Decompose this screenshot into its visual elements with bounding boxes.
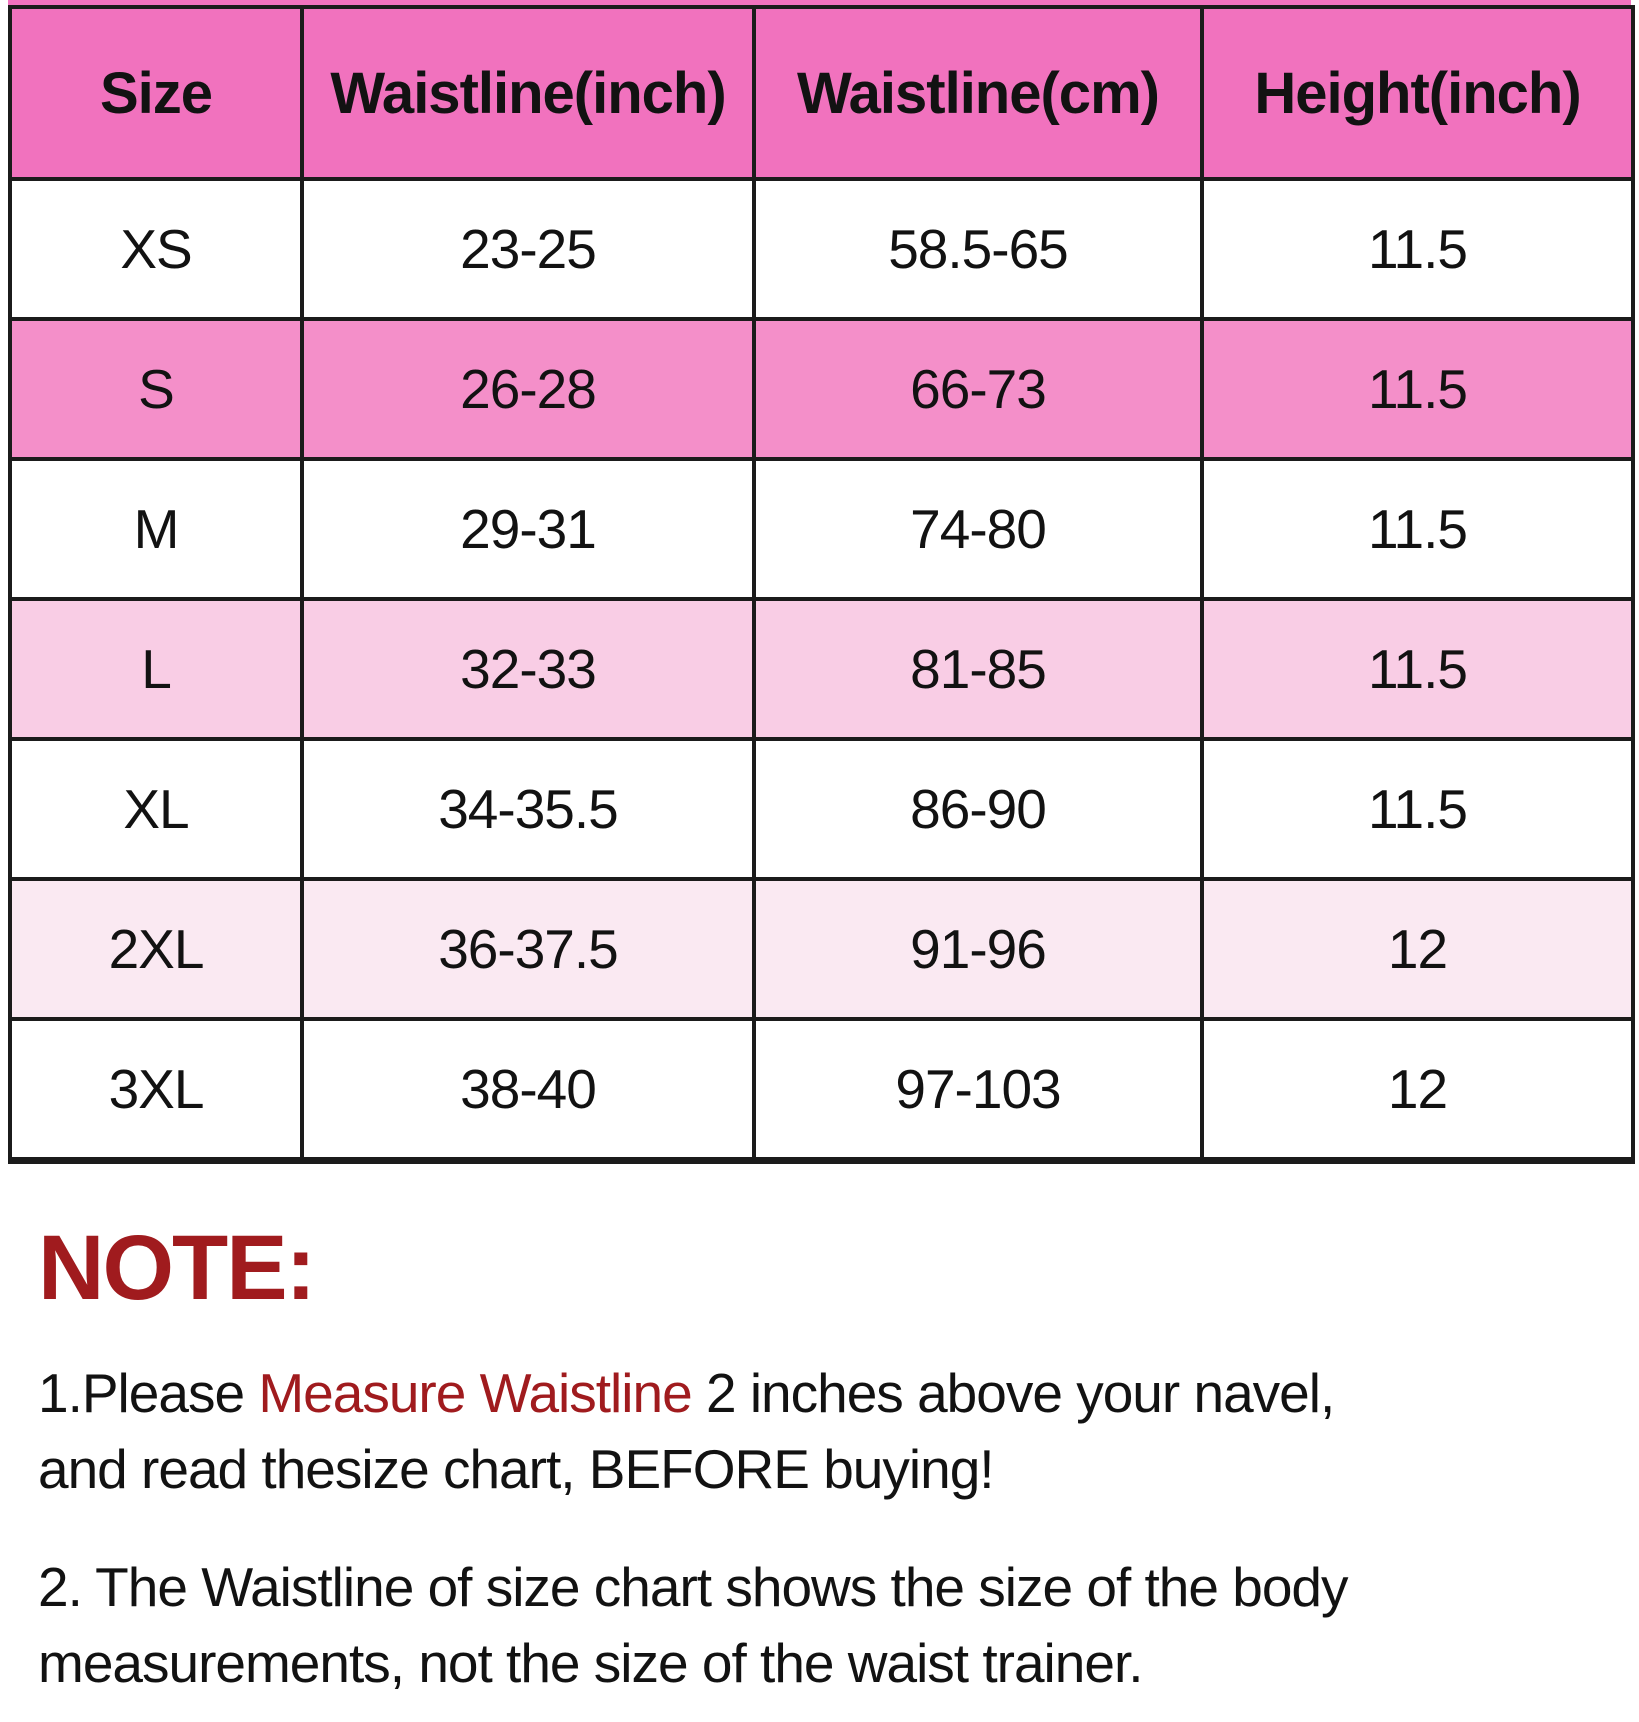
cell-size: L (10, 599, 302, 739)
note-item-1 (38, 1356, 1639, 1508)
table-row-xl (10, 739, 1633, 879)
cell-waistline-inch: 34-35.5 (302, 739, 754, 879)
note-section (38, 1217, 1639, 1702)
col-header-size: Size (10, 7, 302, 179)
cell-waistline-cm: 97-103 (754, 1019, 1202, 1161)
cell-height-inch: 11.5 (1202, 739, 1633, 879)
cell-height-inch: 12 (1202, 879, 1633, 1019)
cell-size: 3XL (10, 1019, 302, 1161)
note-heading: NOTE: (38, 1217, 315, 1319)
note-item-2 (38, 1550, 1639, 1702)
col-header-height-inch: Height(inch) (1202, 7, 1633, 179)
size-chart-table (8, 5, 1635, 1164)
cell-size: XS (10, 179, 302, 319)
table-header-row (10, 7, 1633, 179)
cell-size: XL (10, 739, 302, 879)
cell-size: M (10, 459, 302, 599)
table-row-m (10, 459, 1633, 599)
cell-waistline-inch: 38-40 (302, 1019, 754, 1161)
cell-size: 2XL (10, 879, 302, 1019)
cell-size: S (10, 319, 302, 459)
cell-waistline-cm: 91-96 (754, 879, 1202, 1019)
table-row-s (10, 319, 1633, 459)
note1-suffix: 2 inches above your navel, (691, 1362, 1335, 1424)
table-row-3xl (10, 1019, 1633, 1161)
note1-line2: and read thesize chart, BEFORE buying! (38, 1437, 994, 1500)
col-header-waistline-cm: Waistline(cm) (754, 7, 1202, 179)
cell-height-inch: 11.5 (1202, 179, 1633, 319)
cell-height-inch: 11.5 (1202, 459, 1633, 599)
measure-waistline-highlight: Measure Waistline (258, 1362, 692, 1424)
cell-height-inch: 11.5 (1202, 319, 1633, 459)
note1-prefix: 1.Please (38, 1362, 259, 1424)
table-row-xs (10, 179, 1633, 319)
cell-waistline-inch: 32-33 (302, 599, 754, 739)
cell-waistline-cm: 58.5-65 (754, 179, 1202, 319)
cell-waistline-cm: 74-80 (754, 459, 1202, 599)
table-row-l (10, 599, 1633, 739)
cell-waistline-inch: 23-25 (302, 179, 754, 319)
col-header-waistline-inch: Waistline(inch) (302, 7, 754, 179)
cell-waistline-inch: 29-31 (302, 459, 754, 599)
cell-waistline-cm: 86-90 (754, 739, 1202, 879)
cell-height-inch: 11.5 (1202, 599, 1633, 739)
cell-waistline-cm: 66-73 (754, 319, 1202, 459)
cell-waistline-cm: 81-85 (754, 599, 1202, 739)
cell-height-inch: 12 (1202, 1019, 1633, 1161)
note2-line2: measurements, not the size of the waist trainer. (38, 1631, 1143, 1694)
cell-waistline-inch: 26-28 (302, 319, 754, 459)
table-row-2xl (10, 879, 1633, 1019)
note2-line1: 2. The Waistline of size chart shows the size of the body (38, 1555, 1348, 1618)
cell-waistline-inch: 36-37.5 (302, 879, 754, 1019)
